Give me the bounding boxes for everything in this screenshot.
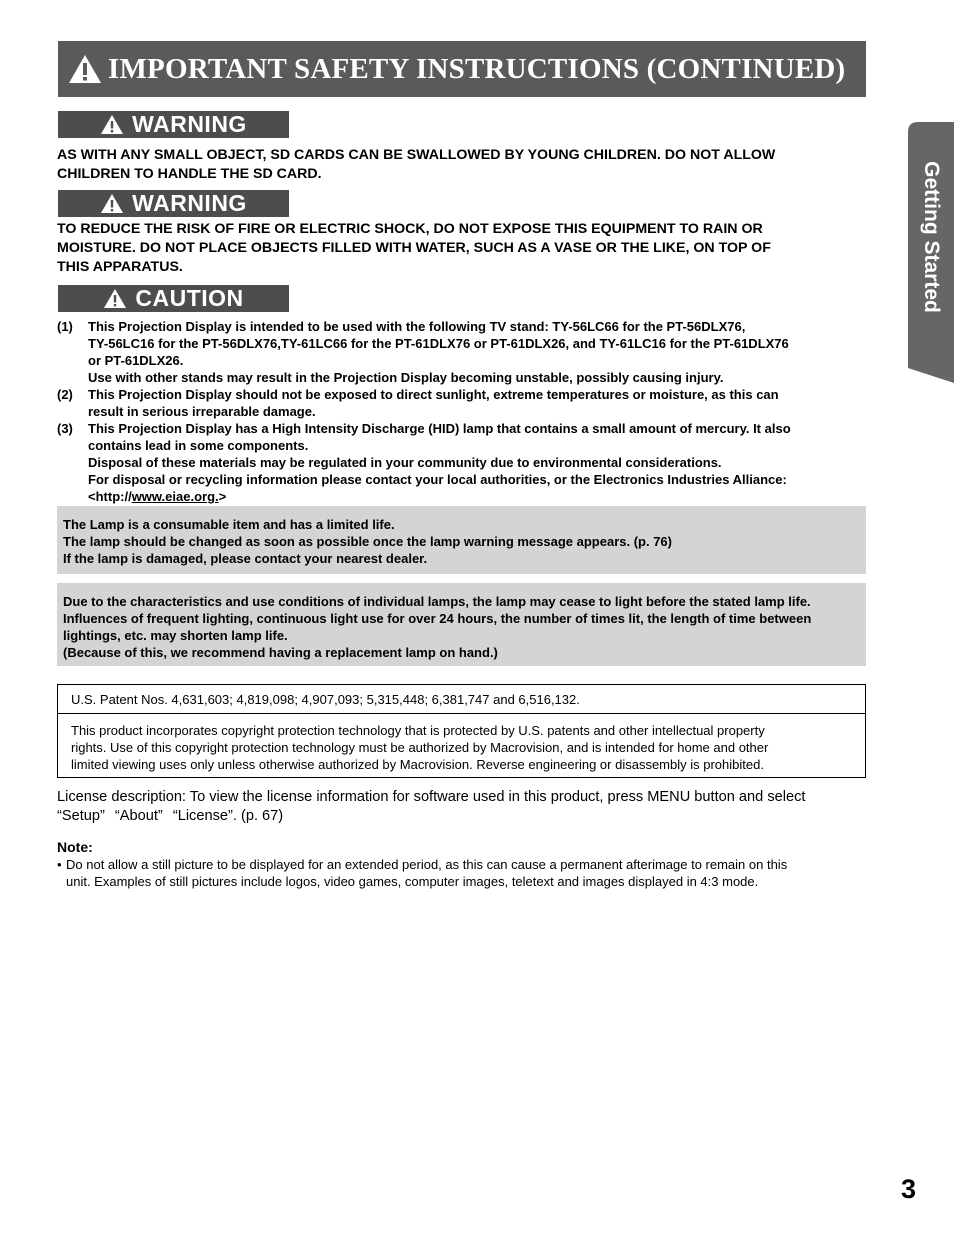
macrovision-notice	[58, 714, 865, 773]
text-line: This Projection Display should not be exposed to direct sunlight, extreme temperatures or moisture, as this can	[88, 387, 779, 402]
caution-item	[57, 386, 867, 420]
warning-triangle-icon	[68, 54, 102, 84]
eiae-link[interactable]: www.eiae.org.	[131, 489, 219, 504]
side-tab-label: Getting Started	[920, 161, 943, 313]
text-line: rights. Use of this copyright protection technology must be authorized by Macrovision, and is intended for home and other	[71, 740, 769, 755]
caution-list	[57, 318, 867, 505]
warning-sd-card-text	[57, 146, 867, 184]
text-line: result in serious irreparable damage.	[88, 404, 316, 419]
item-number: (3)	[57, 421, 73, 436]
url-prefix: <http://	[88, 489, 132, 504]
bullet: •	[57, 857, 62, 872]
url-suffix: >	[218, 489, 227, 504]
text-line: This product incorporates copyright protection technology that is protected by U.S. patents and other intellectual property	[71, 723, 765, 738]
caution-label-text: CAUTION	[135, 285, 244, 311]
eiae-link-line	[88, 488, 867, 505]
caution-label	[58, 285, 289, 312]
text-line: For disposal or recycling information please contact your local authorities, or the Electronics Industries Alliance:	[88, 472, 787, 487]
caution-item	[57, 318, 867, 386]
warning-label-text: WARNING	[132, 190, 247, 216]
menu-step: “About”	[114, 808, 163, 824]
menu-step: “License”. (p. 67)	[172, 808, 284, 824]
item-number: (1)	[57, 319, 73, 334]
text-line: Do not allow a still picture to be displayed for an extended period, as this can cause a permanent afterimage to remain on this	[66, 857, 788, 872]
list-item	[57, 856, 867, 873]
note-body	[57, 856, 867, 890]
text-line: License description: To view the license information for software used in this product, press MENU button and select	[57, 789, 806, 805]
text-line: Disposal of these materials may be regulated in your community due to environmental considerations.	[88, 455, 722, 470]
text-line: The lamp should be changed as soon as possible once the lamp warning message appears. (p. 76)	[63, 534, 672, 549]
caution-item	[57, 420, 867, 505]
text-line: Influences of frequent lighting, continuous light use for over 24 hours, the number of times lit, the length of time between	[63, 611, 812, 626]
text-line: This Projection Display is intended to be used with the following TV stand: TY-56LC66 for the PT-56DLX76,	[88, 319, 746, 334]
warning-triangle-icon	[100, 193, 124, 214]
text-line: (Because of this, we recommend having a replacement lamp on hand.)	[63, 645, 498, 660]
text-line: limited viewing uses only unless otherwise authorized by Macrovision. Reverse engineering or disassembly is prohibited.	[71, 757, 764, 772]
warning-triangle-icon	[100, 114, 124, 135]
page-number: 3	[901, 1174, 917, 1204]
text-line: If the lamp is damaged, please contact your nearest dealer.	[63, 551, 428, 566]
text-line: MOISTURE. DO NOT PLACE OBJECTS FILLED WITH WATER, SUCH AS A VASE OR THE LIKE, ON TOP OF	[57, 240, 771, 256]
warning-triangle-icon	[103, 288, 127, 309]
page-title: IMPORTANT SAFETY INSTRUCTIONS (CONTINUED)	[108, 52, 846, 85]
text-line: lightings, etc. may shorten lamp life.	[63, 628, 288, 643]
warning-label-text: WARNING	[132, 111, 247, 137]
text-line: Due to the characteristics and use conditions of individual lamps, the lamp may cease to light before the stated lamp life.	[63, 594, 811, 609]
note-title: Note:	[57, 839, 93, 855]
text-line: THIS APPARATUS.	[57, 259, 183, 275]
patent-box	[57, 684, 866, 778]
page-title-banner	[58, 41, 866, 97]
text-line: unit. Examples of still pictures include logos, video games, computer images, teletext and images displayed in 4:3 mode.	[66, 874, 759, 889]
text-line: This Projection Display has a High Intensity Discharge (HID) lamp that contains a small amount of mercury. It also	[88, 421, 791, 436]
side-tab[interactable]	[908, 122, 954, 352]
warning-label	[58, 111, 289, 138]
text-line: TO REDUCE THE RISK OF FIRE OR ELECTRIC SHOCK, DO NOT EXPOSE THIS EQUIPMENT TO RAIN OR	[57, 221, 763, 237]
license-steps	[57, 807, 869, 826]
text-line: contains lead in some components.	[88, 438, 309, 453]
warning-label	[58, 190, 289, 217]
text-line: or PT-61DLX26.	[88, 353, 184, 368]
text-line: CHILDREN TO HANDLE THE SD CARD.	[57, 166, 322, 182]
license-description	[57, 788, 869, 826]
text-line: Use with other stands may result in the Projection Display becoming unstable, possibly causing injury.	[88, 370, 724, 385]
text-line: TY-56LC16 for the PT-56DLX76,TY-61LC66 for the PT-61DLX76 or PT-61DLX26, and TY-61LC16 for the PT-61DLX76	[88, 336, 789, 351]
lamp-life-box	[57, 506, 866, 574]
menu-step: “Setup”	[57, 808, 105, 824]
text-line: AS WITH ANY SMALL OBJECT, SD CARDS CAN BE SWALLOWED BY YOUNG CHILDREN. DO NOT ALLOW	[57, 147, 776, 163]
item-number: (2)	[57, 387, 73, 402]
patent-numbers: U.S. Patent Nos. 4,631,603; 4,819,098; 4,907,093; 5,315,448; 6,381,747 and 6,516,132.	[58, 685, 865, 714]
warning-fire-shock-text	[57, 220, 867, 277]
text-line: The Lamp is a consumable item and has a limited life.	[63, 517, 395, 532]
lamp-characteristics-box	[57, 583, 866, 666]
